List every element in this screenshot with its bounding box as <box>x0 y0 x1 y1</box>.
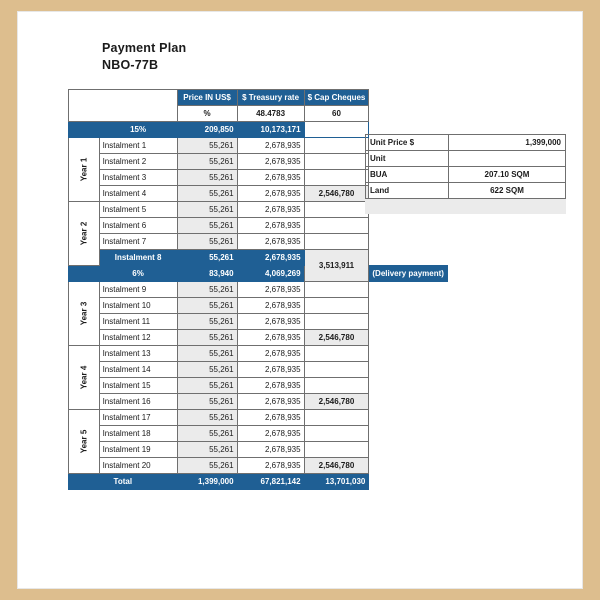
delivery-payment-note: (Delivery payment) <box>369 266 448 282</box>
row-treasury: 2,678,935 <box>237 426 304 442</box>
info-filler-right <box>449 199 566 214</box>
row-label: Instalment 4 <box>99 186 177 202</box>
subheader-cap-count: 60 <box>304 106 369 122</box>
row-left-spacer <box>69 266 100 282</box>
header-corner <box>69 90 178 122</box>
row-cap-cheque-empty <box>304 154 369 170</box>
row-cap-cheque-empty <box>304 314 369 330</box>
table-row[interactable] <box>69 394 448 410</box>
year-label-text: Year 3 <box>79 301 89 326</box>
table-row[interactable] <box>69 458 448 474</box>
row-label: 15% <box>99 122 177 138</box>
table-row[interactable] <box>69 378 448 394</box>
row-label: Instalment 14 <box>99 362 177 378</box>
row-price: 55,261 <box>177 170 237 186</box>
table-row[interactable] <box>69 314 448 330</box>
year-group-label <box>69 202 100 266</box>
info-label: Land <box>366 183 449 199</box>
row-cap-cheque: 3,513,911 <box>304 250 369 282</box>
page-title-line1: Payment Plan <box>102 41 187 55</box>
row-label: Instalment 5 <box>99 202 177 218</box>
row-label: Instalment 3 <box>99 170 177 186</box>
info-label: Unit Price $ <box>366 135 449 151</box>
row-cap-cheque-empty <box>304 138 369 154</box>
row-price: 55,261 <box>177 154 237 170</box>
year-label-text: Year 5 <box>79 429 89 454</box>
row-cap-cheque-empty <box>304 378 369 394</box>
row-label: Instalment 20 <box>99 458 177 474</box>
row-treasury: 2,678,935 <box>237 186 304 202</box>
row-price: 55,261 <box>177 442 237 458</box>
row-label: Instalment 12 <box>99 330 177 346</box>
row-cap-cheque: 2,546,780 <box>304 186 369 202</box>
row-price: 55,261 <box>177 378 237 394</box>
row-label: Instalment 13 <box>99 346 177 362</box>
row-treasury: 2,678,935 <box>237 202 304 218</box>
info-value: 622 SQM <box>449 183 566 199</box>
header-cap-cheques: $ Cap Cheques <box>304 90 369 106</box>
table-row[interactable] <box>69 234 448 250</box>
row-price: 55,261 <box>177 234 237 250</box>
row-label: Instalment 2 <box>99 154 177 170</box>
row-treasury: 2,678,935 <box>237 170 304 186</box>
row-price: 55,261 <box>177 458 237 474</box>
row-price: 55,261 <box>177 330 237 346</box>
row-label: Instalment 7 <box>99 234 177 250</box>
header-treasury-rate: $ Treasury rate <box>237 90 304 106</box>
table-row[interactable] <box>69 298 448 314</box>
subheader-rate: 48.4783 <box>237 106 304 122</box>
row-price: 55,261 <box>177 138 237 154</box>
page-title-line2: NBO-77B <box>102 58 159 72</box>
row-label: Instalment 10 <box>99 298 177 314</box>
row-price: 55,261 <box>177 298 237 314</box>
row-label: 6% <box>99 266 177 282</box>
row-price: 55,261 <box>177 362 237 378</box>
table-row[interactable] <box>69 282 448 298</box>
row-treasury: 2,678,935 <box>237 362 304 378</box>
row-treasury: 2,678,935 <box>237 442 304 458</box>
row-treasury: 4,069,269 <box>237 266 304 282</box>
row-cap-cheque-empty <box>304 122 369 138</box>
row-label: Instalment 19 <box>99 442 177 458</box>
info-row[interactable] <box>366 183 566 199</box>
info-label: BUA <box>366 167 449 183</box>
year-group-label <box>69 346 100 410</box>
row-treasury: 2,678,935 <box>237 138 304 154</box>
row-cap-cheque-empty <box>304 426 369 442</box>
row-label: Instalment 6 <box>99 218 177 234</box>
info-label: Unit <box>366 151 449 167</box>
total-label: Total <box>69 474 178 490</box>
row-price: 55,261 <box>177 426 237 442</box>
row-cap-cheque-empty <box>304 362 369 378</box>
row-price: 55,261 <box>177 186 237 202</box>
row-price: 55,261 <box>177 218 237 234</box>
table-row[interactable] <box>69 442 448 458</box>
row-label: Instalment 8 <box>99 250 177 266</box>
table-row[interactable] <box>69 266 448 282</box>
year-group-label <box>69 138 100 202</box>
table-row[interactable] <box>69 426 448 442</box>
total-treasury: 67,821,142 <box>237 474 304 490</box>
row-treasury: 2,678,935 <box>237 330 304 346</box>
row-cap-cheque: 2,546,780 <box>304 394 369 410</box>
page-title <box>102 40 186 74</box>
row-price: 83,940 <box>177 266 237 282</box>
row-treasury: 2,678,935 <box>237 234 304 250</box>
row-label: Instalment 15 <box>99 378 177 394</box>
row-label: Instalment 16 <box>99 394 177 410</box>
row-cap-cheque-empty <box>304 202 369 218</box>
year-group-label <box>69 282 100 346</box>
year-group-label <box>69 410 100 474</box>
row-price: 55,261 <box>177 410 237 426</box>
row-left-spacer <box>69 122 100 138</box>
row-treasury: 2,678,935 <box>237 346 304 362</box>
table-row[interactable] <box>69 362 448 378</box>
info-row[interactable] <box>366 135 566 151</box>
row-price: 55,261 <box>177 282 237 298</box>
row-price: 55,261 <box>177 394 237 410</box>
row-cap-cheque-empty <box>304 346 369 362</box>
row-treasury: 2,678,935 <box>237 250 304 266</box>
row-price: 55,261 <box>177 250 237 266</box>
unit-info-table <box>365 134 566 214</box>
table-row[interactable] <box>69 250 448 266</box>
table-row[interactable] <box>69 218 448 234</box>
row-cap-cheque-empty <box>304 170 369 186</box>
row-label: Instalment 11 <box>99 314 177 330</box>
row-treasury: 2,678,935 <box>237 314 304 330</box>
row-cap-cheque-empty <box>304 442 369 458</box>
year-label-text: Year 4 <box>79 365 89 390</box>
info-value: 207.10 SQM <box>449 167 566 183</box>
row-label: Instalment 9 <box>99 282 177 298</box>
table-row[interactable] <box>69 410 448 426</box>
table-header-row <box>69 90 448 106</box>
row-cap-cheque-empty <box>304 282 369 298</box>
row-price: 55,261 <box>177 202 237 218</box>
row-label: Instalment 18 <box>99 426 177 442</box>
info-row[interactable] <box>366 167 566 183</box>
total-price: 1,399,000 <box>177 474 237 490</box>
info-filler-row <box>366 199 566 214</box>
row-label: Instalment 17 <box>99 410 177 426</box>
total-cap: 13,701,030 <box>304 474 369 490</box>
row-cap-cheque-empty <box>304 218 369 234</box>
year-label-text: Year 2 <box>79 221 89 246</box>
row-cap-cheque: 2,546,780 <box>304 330 369 346</box>
row-treasury: 2,678,935 <box>237 282 304 298</box>
row-label: Instalment 1 <box>99 138 177 154</box>
info-value <box>449 151 566 167</box>
year-label-text: Year 1 <box>79 157 89 182</box>
spreadsheet-canvas <box>18 12 582 588</box>
row-price: 209,850 <box>177 122 237 138</box>
table-row[interactable] <box>69 346 448 362</box>
subheader-percent: % <box>177 106 237 122</box>
row-treasury: 2,678,935 <box>237 218 304 234</box>
info-value: 1,399,000 <box>449 135 566 151</box>
row-treasury: 10,173,171 <box>237 122 304 138</box>
row-cap-cheque-empty <box>304 410 369 426</box>
row-price: 55,261 <box>177 346 237 362</box>
row-treasury: 2,678,935 <box>237 298 304 314</box>
row-cap-cheque-empty <box>304 234 369 250</box>
row-price: 55,261 <box>177 314 237 330</box>
row-treasury: 2,678,935 <box>237 378 304 394</box>
info-row[interactable] <box>366 151 566 167</box>
row-cap-cheque: 2,546,780 <box>304 458 369 474</box>
row-treasury: 2,678,935 <box>237 394 304 410</box>
row-treasury: 2,678,935 <box>237 410 304 426</box>
table-row[interactable] <box>69 330 448 346</box>
table-total-row <box>69 474 448 490</box>
header-price: Price IN US$ <box>177 90 237 106</box>
row-treasury: 2,678,935 <box>237 154 304 170</box>
row-treasury: 2,678,935 <box>237 458 304 474</box>
row-cap-cheque-empty <box>304 298 369 314</box>
info-filler-left <box>366 199 449 214</box>
